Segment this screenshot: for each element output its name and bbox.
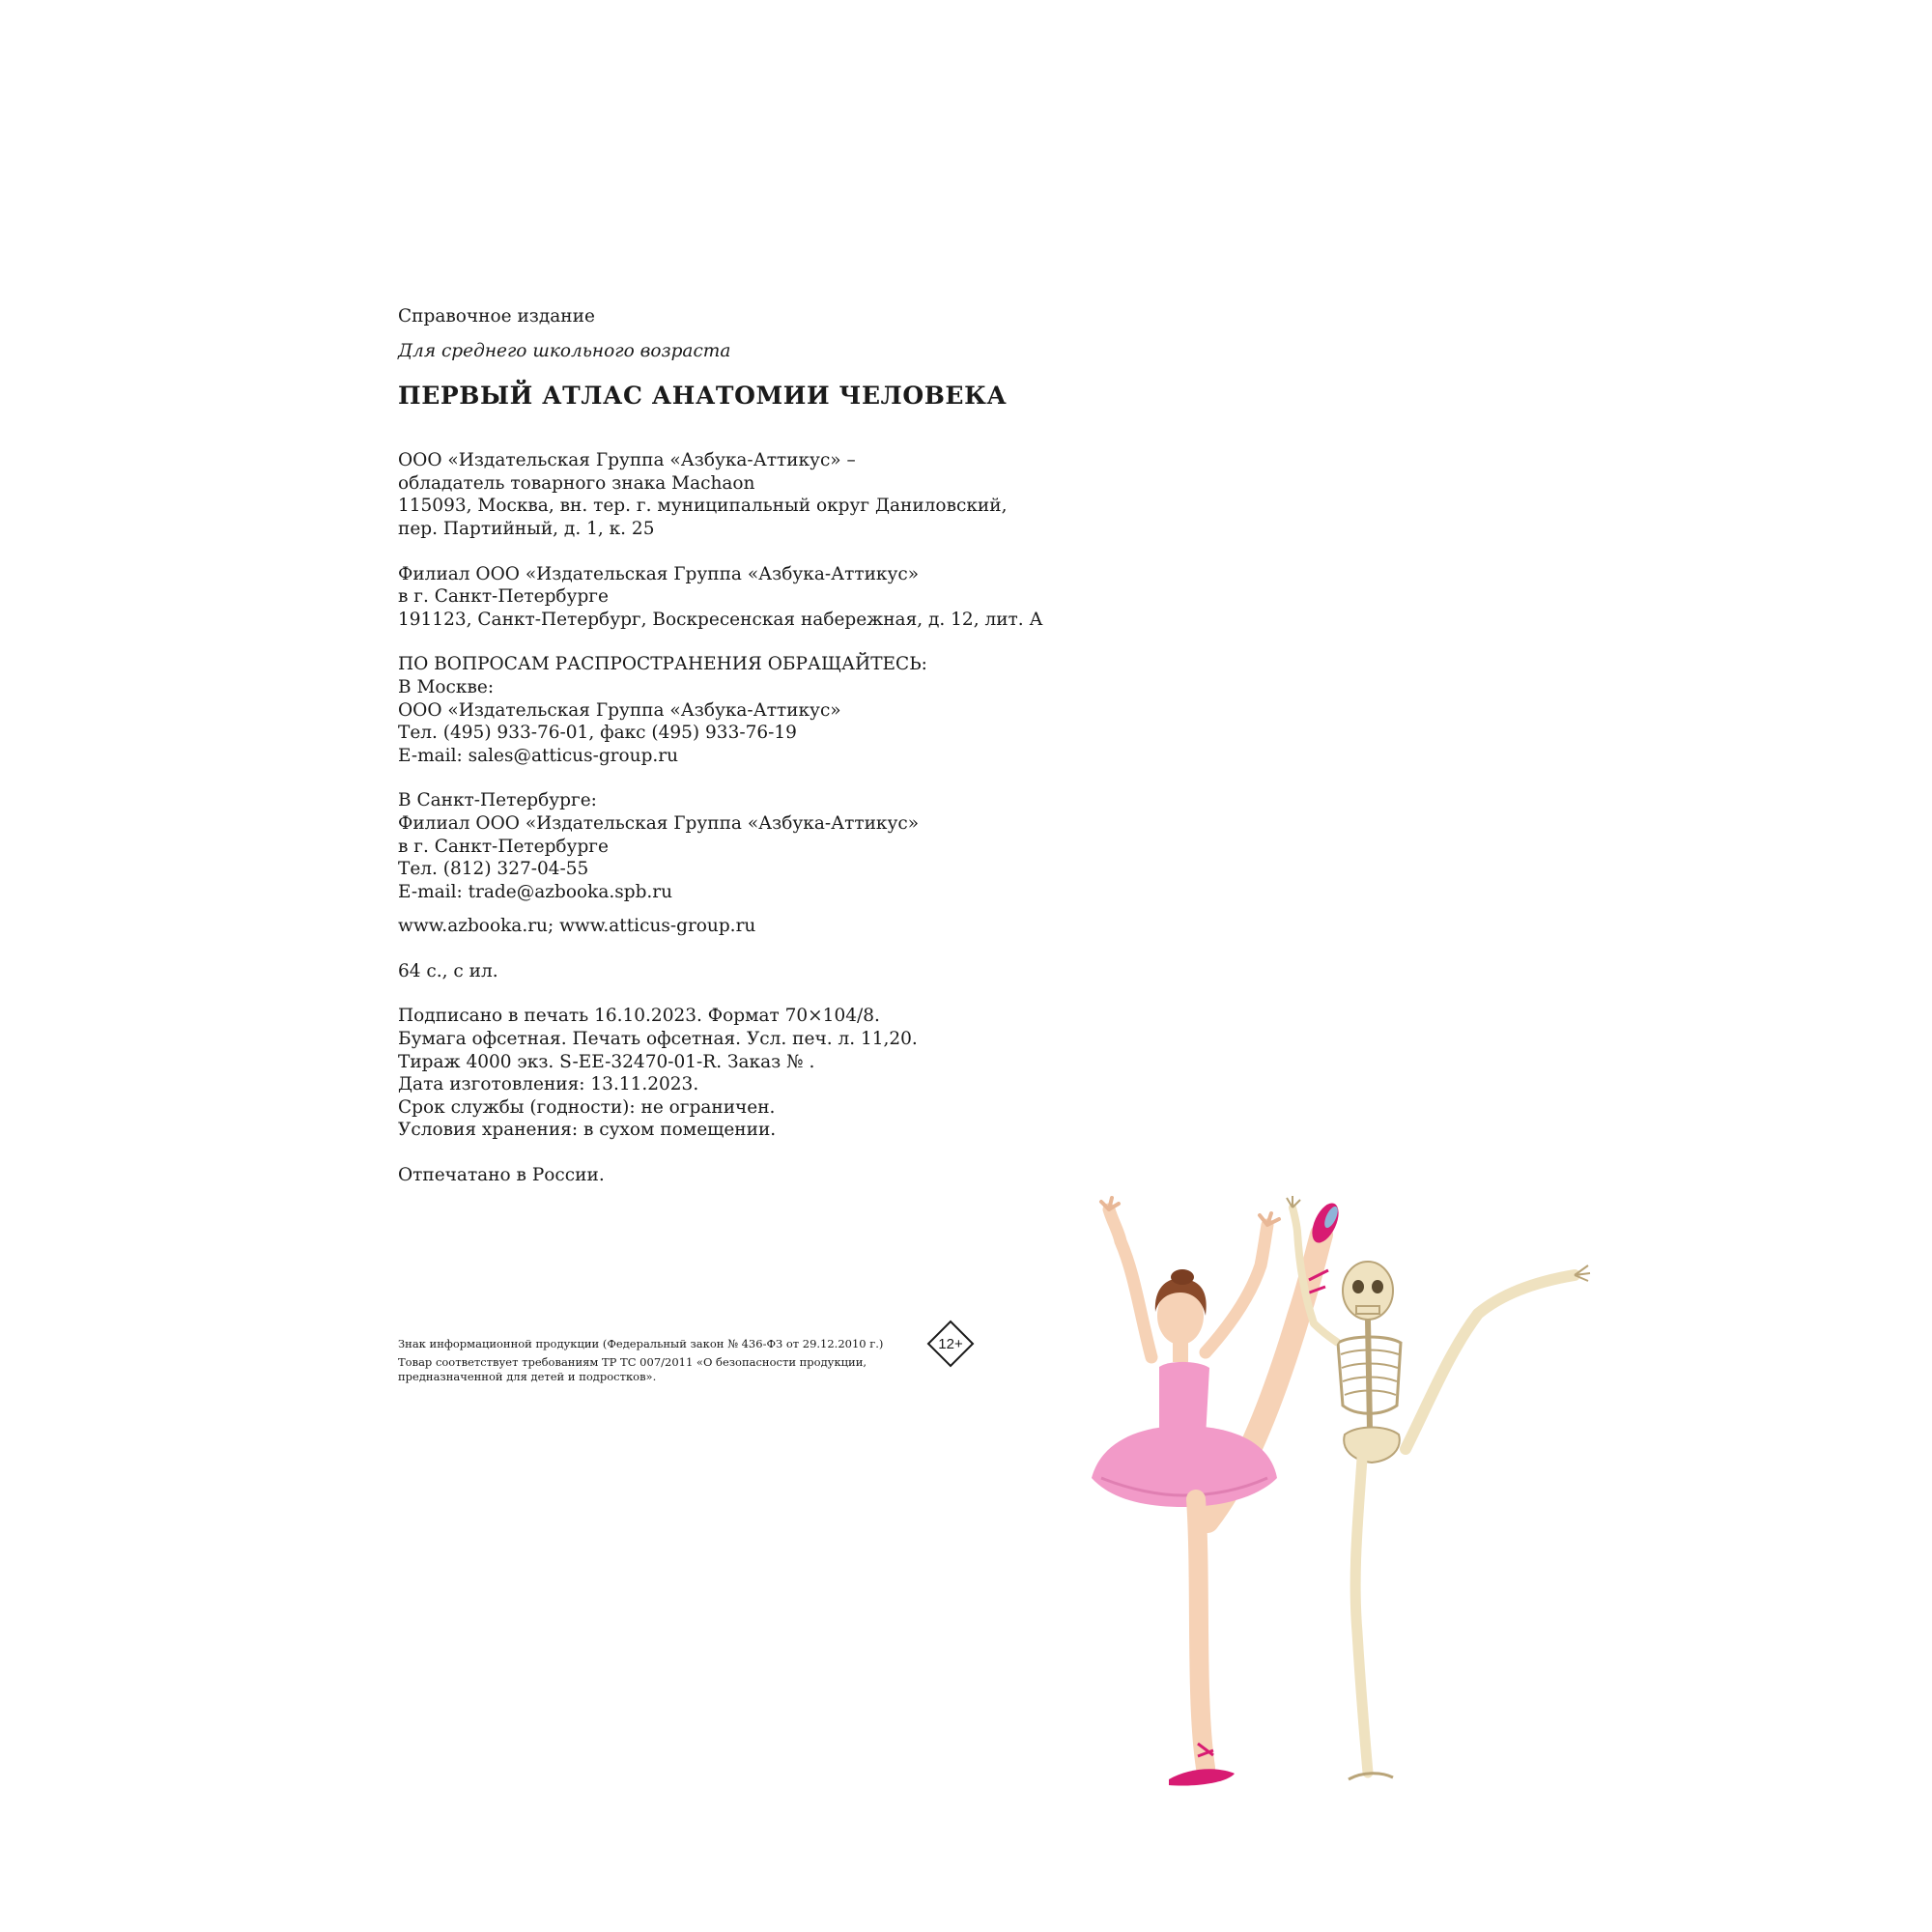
publisher-block: [398, 449, 1074, 540]
distribution-line: Тел. (495) 933-76-01, факс (495) 933-76-19: [398, 723, 797, 744]
compliance-line: Товар соответствует требованиям ТР ТС 007/2011 «О безопасности продукции,: [398, 1355, 867, 1369]
skeleton-eye-socket: [1352, 1280, 1364, 1293]
publisher-line: 115093, Москва, вн. тер. г. муниципальный округ Даниловский,: [398, 496, 1008, 517]
branch-line: Филиал ООО «Издательская Группа «Азбука-Аттикус»: [398, 563, 920, 584]
distribution-email: E-mail: sales@atticus-group.ru: [398, 745, 679, 766]
skeleton-teeth: [1356, 1306, 1379, 1314]
distribution-email: E-mail: trade@azbooka.spb.ru: [398, 881, 673, 902]
branch-line: в г. Санкт-Петербурге: [398, 586, 609, 608]
legal-notice: [398, 1337, 939, 1384]
print-detail-line: Условия хранения: в сухом помещении.: [398, 1120, 777, 1141]
distribution-line: В Москве:: [398, 676, 495, 697]
distribution-heading: ПО ВОПРОСАМ РАСПРОСТРАНЕНИЯ ОБРАЩАЙТЕСЬ:: [398, 654, 927, 675]
skeleton-standing-leg: [1355, 1459, 1368, 1773]
ballerina-shoe-standing: [1169, 1769, 1235, 1785]
distribution-spb-block: [398, 789, 1074, 903]
ballerina-skeleton-illustration: [1063, 1188, 1604, 1806]
skeleton-leg-raised: [1406, 1275, 1575, 1449]
ballerina-standing-leg: [1196, 1499, 1206, 1768]
skeleton-figure: [1287, 1196, 1590, 1779]
ballerina-neck: [1173, 1341, 1188, 1362]
print-details-block: [398, 1005, 1074, 1142]
branch-line: 191123, Санкт-Петербург, Воскресенская набережная, д. 12, лит. А: [398, 609, 1043, 630]
audience-label: Для среднего школьного возраста: [398, 340, 731, 361]
print-detail-line: Тираж 4000 экз. S-EE-32470-01-R. Заказ № .: [398, 1051, 815, 1072]
print-detail-line: Срок службы (годности): не ограничен.: [398, 1096, 776, 1118]
distribution-line: в г. Санкт-Петербурге: [398, 836, 609, 857]
distribution-line: Филиал ООО «Издательская Группа «Азбука-Аттикус»: [398, 812, 920, 834]
compliance-line: предназначенной для детей и подростков».: [398, 1370, 657, 1383]
edition-type: Справочное издание: [398, 306, 595, 327]
websites-block: [398, 915, 1074, 938]
pages-block: [398, 960, 1074, 983]
branch-block: [398, 563, 1074, 632]
ballerina-arm-left: [1109, 1209, 1151, 1357]
distribution-moscow-block: [398, 653, 1074, 767]
imprint-text-column: [398, 305, 1074, 1209]
publisher-line: пер. Партийный, д. 1, к. 25: [398, 518, 655, 539]
distribution-line: В Санкт-Петербурге:: [398, 790, 597, 811]
age-rating-badge: [926, 1320, 975, 1368]
publisher-line: ООО «Издательская Группа «Азбука-Аттикус» –: [398, 450, 856, 471]
print-detail-line: Подписано в печать 16.10.2023. Формат 70×104/8.: [398, 1006, 880, 1027]
distribution-line: ООО «Издательская Группа «Азбука-Аттикус»: [398, 699, 841, 721]
ballerina-bun: [1171, 1269, 1194, 1285]
printed-in-line: Отпечатано в России.: [398, 1165, 605, 1186]
print-detail-line: Дата изготовления: 13.11.2023.: [398, 1074, 699, 1095]
ballerina-arm-right: [1206, 1225, 1267, 1352]
printed-in-block: [398, 1164, 1074, 1187]
page-count: 64 с., с ил.: [398, 960, 498, 981]
age-rating-text: 12+: [938, 1336, 963, 1352]
print-detail-line: Бумага офсетная. Печать офсетная. Усл. печ. л. 11,20.: [398, 1029, 918, 1050]
websites-line: www.azbooka.ru; www.atticus-group.ru: [398, 916, 756, 937]
distribution-line: Тел. (812) 327-04-55: [398, 859, 589, 880]
info-sign-text: Знак информационной продукции (Федеральный закон № 436-ФЗ от 29.12.2010 г.): [398, 1337, 884, 1350]
skeleton-pelvis: [1344, 1428, 1400, 1463]
skeleton-eye-socket: [1372, 1280, 1383, 1293]
publisher-line: обладатель товарного знака Machaon: [398, 472, 755, 494]
skeleton-hand-raised: [1287, 1196, 1300, 1208]
book-title: ПЕРВЫЙ АТЛАС АНАТОМИИ ЧЕЛОВЕКА: [398, 382, 1008, 411]
skeleton-shoulder: [1314, 1323, 1338, 1343]
